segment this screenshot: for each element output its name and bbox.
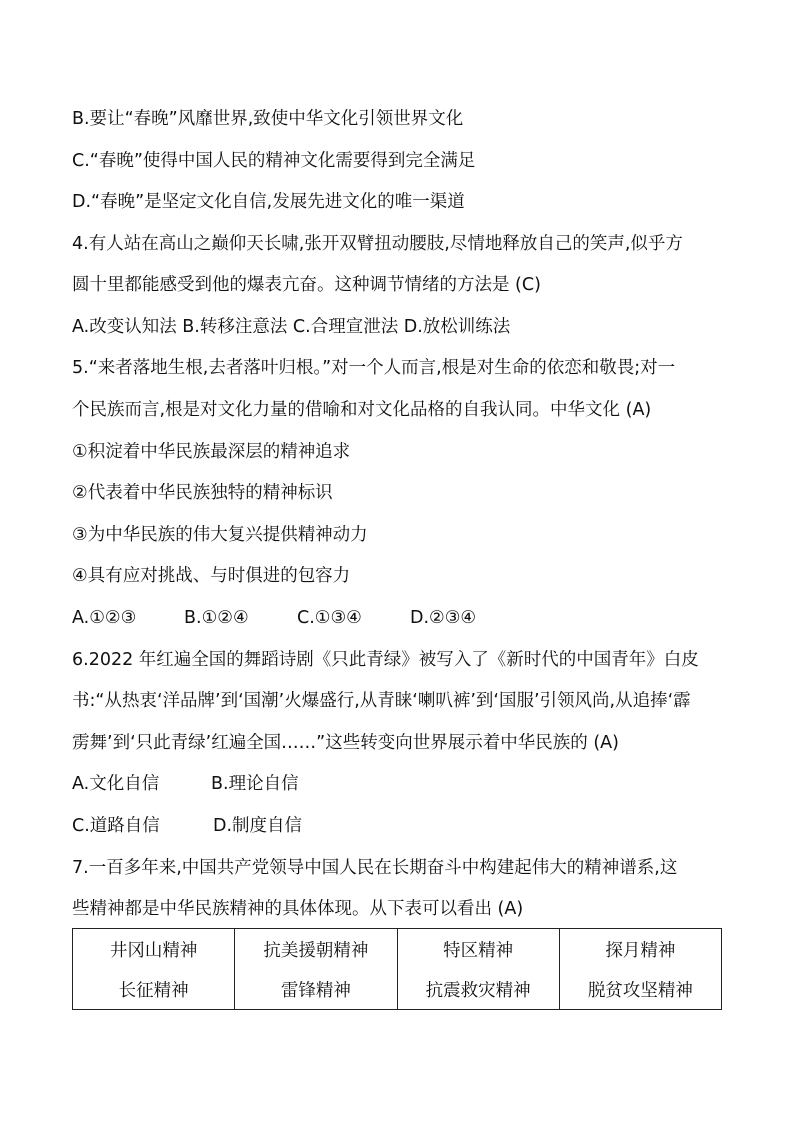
q6-option-a: A.文化自信	[72, 774, 160, 794]
q4-options: A.改变认知法 B.转移注意法 C.合理宣泄法 D.放松训练法	[72, 317, 511, 337]
table-cell: 探月精神	[559, 929, 721, 970]
table-cell: 抗美援朝精神	[235, 929, 397, 970]
spirit-table	[72, 928, 722, 1010]
q6-stem-line-1: 6.2022 年红遍全国的舞蹈诗剧《只此青绿》被写入了《新时代的中国青年》白皮	[72, 650, 699, 670]
table-cell: 抗震救灾精神	[397, 969, 559, 1010]
q6-option-d: D.制度自信	[213, 816, 303, 836]
q5-item-4: ④具有应对挑战、与时俱进的包容力	[72, 566, 351, 586]
q6-option-c: C.道路自信	[72, 816, 160, 836]
table-cell: 脱贫攻坚精神	[559, 969, 721, 1010]
table-cell: 长征精神	[73, 969, 235, 1010]
table-cell: 雷锋精神	[235, 969, 397, 1010]
q6-stem-line-3: 雳舞’到‘只此青绿’红遍全国……”这些转变向世界展示着中华民族的 (A)	[72, 733, 619, 753]
q6-options-row-2	[72, 814, 722, 838]
q5-option-b: B.①②④	[184, 608, 249, 628]
table-row	[73, 929, 722, 970]
q6-options-row-1	[72, 772, 722, 796]
q3-option-c: C.“春晚”使得中国人民的精神文化需要得到完全满足	[72, 151, 476, 171]
q5-options	[72, 606, 722, 630]
q7-stem-line-2: 些精神都是中华民族精神的具体体现。从下表可以看出 (A)	[72, 899, 524, 919]
table-cell: 井冈山精神	[73, 929, 235, 970]
q4-stem-line-1: 4.有人站在高山之巅仰天长啸,张开双臂扭动腰肢,尽情地释放自己的笑声,似乎方	[72, 234, 683, 254]
q6-option-b: B.理论自信	[211, 774, 299, 794]
q5-item-3: ③为中华民族的伟大复兴提供精神动力	[72, 525, 368, 545]
q5-option-c: C.①③④	[297, 608, 362, 628]
q5-option-a: A.①②③	[72, 608, 137, 628]
q5-item-2: ②代表着中华民族独特的精神标识	[72, 483, 333, 503]
table-cell: 特区精神	[397, 929, 559, 970]
table-row	[73, 969, 722, 1010]
q5-stem-line-1: 5.“来者落地生根,去者落叶归根。”对一个人而言,根是对生命的依恋和敬畏;对一	[72, 358, 676, 378]
q3-option-b: B.要让“春晚”风靡世界,致使中华文化引领世界文化	[72, 109, 464, 129]
q7-stem-line-1: 7.一百多年来,中国共产党领导中国人民在长期奋斗中构建起伟大的精神谱系,这	[72, 858, 678, 878]
q5-option-d: D.②③④	[410, 608, 477, 628]
q3-option-d: D.“春晚”是坚定文化自信,发展先进文化的唯一渠道	[72, 192, 465, 212]
q5-stem-line-2: 个民族而言,根是对文化力量的借喻和对文化品格的自我认同。中华文化 (A)	[72, 400, 652, 420]
q5-item-1: ①积淀着中华民族最深层的精神追求	[72, 442, 351, 462]
q4-stem-line-2: 圆十里都能感受到他的爆表亢奋。这种调节情绪的方法是 (C)	[72, 275, 541, 295]
q6-stem-line-2: 书:“从热衷‘洋品牌’到‘国潮’火爆盛行,从青睐‘喇叭裤’到‘国服’引领风尚,从追捧‘霹	[72, 691, 691, 711]
